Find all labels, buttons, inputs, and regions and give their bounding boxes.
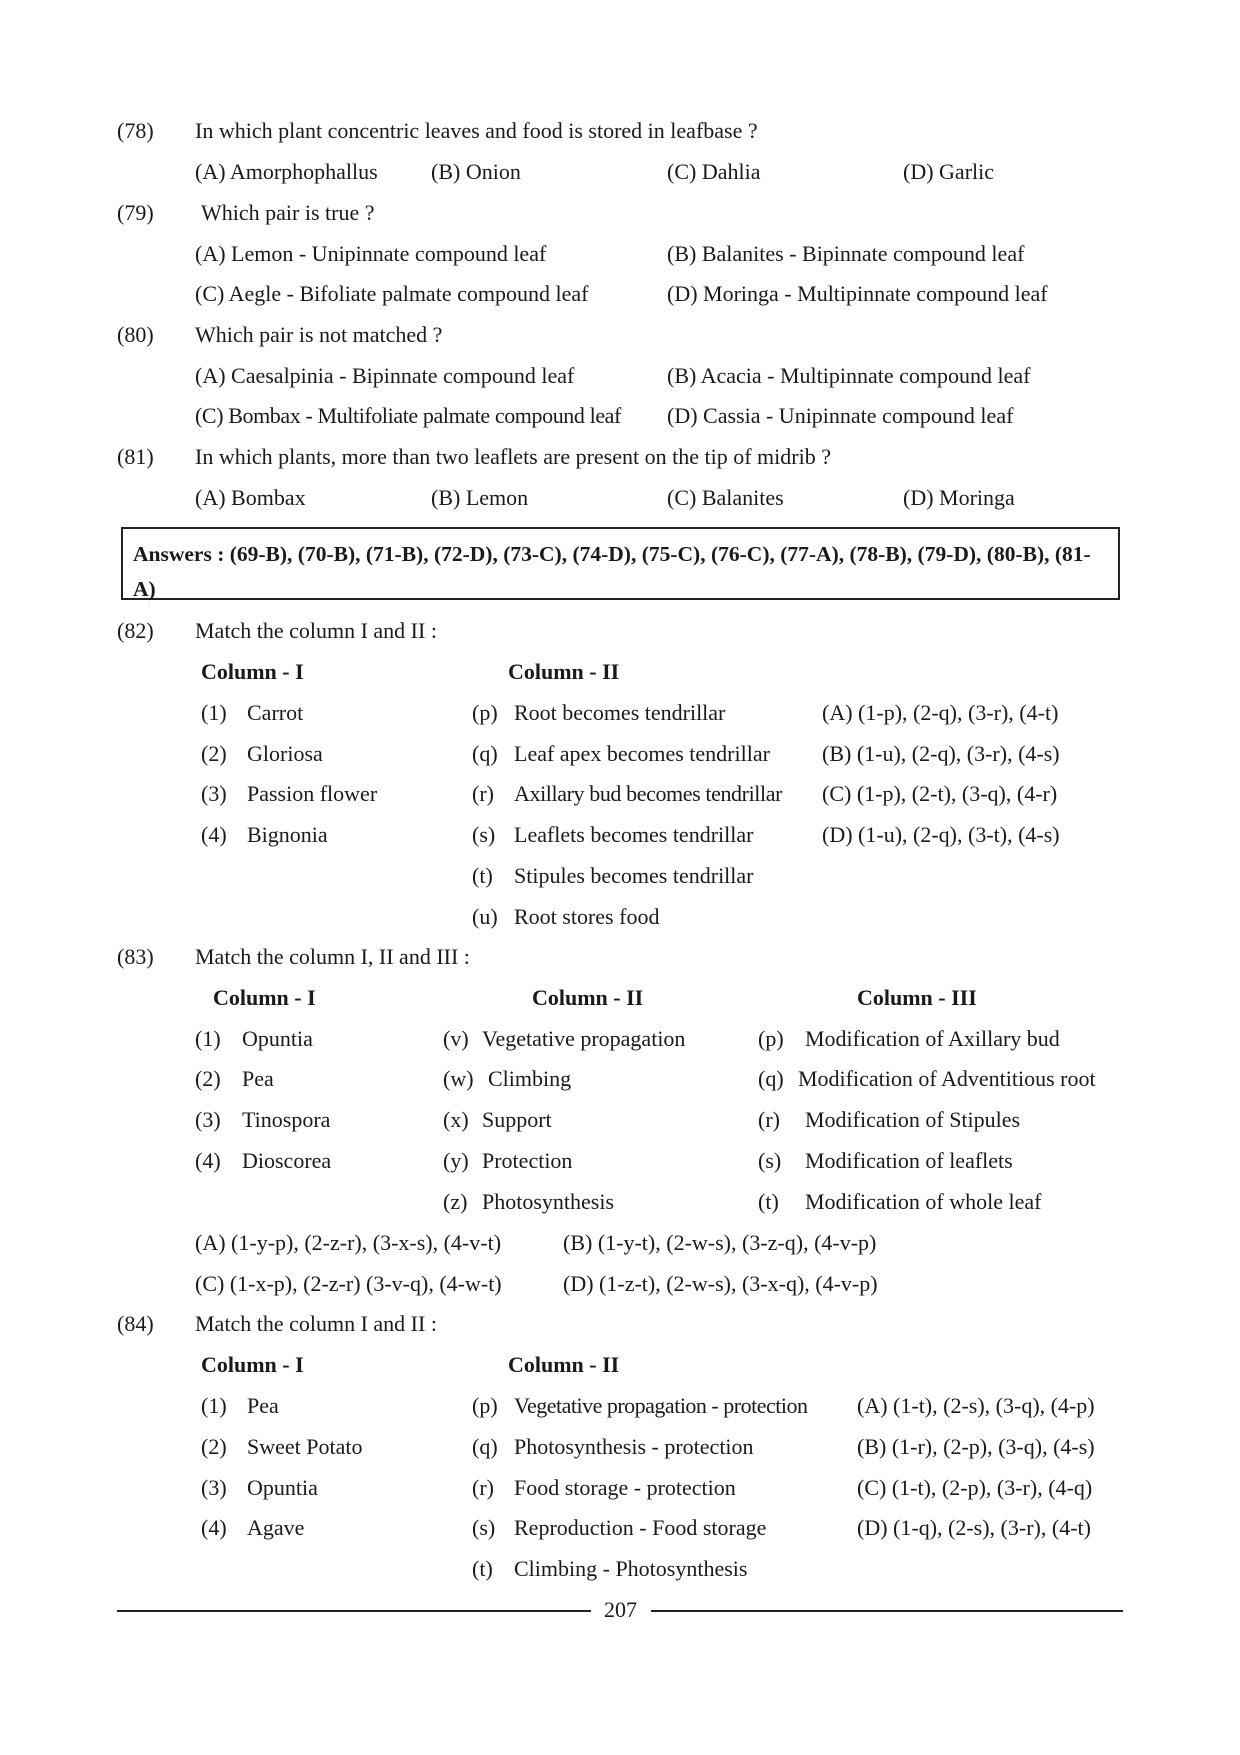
question-number: (82): [117, 618, 154, 643]
question-number: (81): [117, 444, 154, 469]
col1-key: (1): [201, 700, 227, 725]
col3-item: Modification of Axillary bud: [805, 1026, 1060, 1051]
option-b: (B) (1-u), (2-q), (3-r), (4-s): [822, 741, 1060, 766]
option-d: (D) Moringa - Multipinnate compound leaf: [667, 281, 1048, 306]
col3-item: Modification of whole leaf: [805, 1189, 1042, 1214]
col3-key: (t): [758, 1189, 779, 1214]
col1-key: (1): [195, 1026, 221, 1051]
col2-item: Reproduction - Food storage: [514, 1515, 767, 1540]
option-d: (D) (1-q), (2-s), (3-r), (4-t): [857, 1515, 1091, 1540]
col2-key: (q): [472, 1434, 498, 1459]
col2-key: (t): [472, 1556, 493, 1581]
option-d: (D) (1-u), (2-q), (3-t), (4-s): [822, 822, 1060, 847]
col2-item: Root stores food: [514, 904, 660, 929]
option-c: (C) (1-t), (2-p), (3-r), (4-q): [857, 1475, 1093, 1500]
col3-key: (r): [758, 1107, 780, 1132]
option-c: (C) Bombax - Multifoliate palmate compound leaf: [195, 403, 621, 428]
col2-key: (t): [472, 863, 493, 888]
col1-item: Tinospora: [242, 1107, 331, 1132]
footer-rule-right: [651, 1610, 1123, 1612]
col2-item: Photosynthesis - protection: [514, 1434, 754, 1459]
col1-item: Pea: [242, 1066, 274, 1091]
col1-key: (2): [195, 1066, 221, 1091]
col2-item: Root becomes tendrillar: [514, 700, 726, 725]
option-b: (B) (1-y-t), (2-w-s), (3-z-q), (4-v-p): [563, 1230, 877, 1255]
question-text: In which plant concentric leaves and food is stored in leafbase ?: [195, 118, 758, 143]
option-a: (A) Caesalpinia - Bipinnate compound leaf: [195, 363, 575, 388]
col3-item: Modification of Adventitious root: [798, 1066, 1096, 1091]
col3-key: (q): [758, 1066, 784, 1091]
column-2-header: Column - II: [508, 1352, 620, 1377]
col1-item: Sweet Potato: [247, 1434, 363, 1459]
option-b: (B) Acacia - Multipinnate compound leaf: [667, 363, 1031, 388]
option-d: (D) Garlic: [903, 159, 995, 184]
col1-key: (2): [201, 1434, 227, 1459]
col2-key: (y): [443, 1148, 469, 1173]
col2-key: (w): [443, 1066, 474, 1091]
option-b: (B) Balanites - Bipinnate compound leaf: [667, 241, 1025, 266]
col2-item: Climbing: [488, 1066, 572, 1091]
col2-item: Protection: [482, 1148, 573, 1173]
column-1-header: Column - I: [201, 659, 304, 684]
column-1-header: Column - I: [201, 1352, 304, 1377]
col3-item: Modification of Stipules: [805, 1107, 1021, 1132]
question-text: Which pair is not matched ?: [195, 322, 443, 347]
option-a: (A) (1-p), (2-q), (3-r), (4-t): [822, 700, 1059, 725]
col1-item: Gloriosa: [247, 741, 323, 766]
option-c: (C) (1-p), (2-t), (3-q), (4-r): [822, 781, 1058, 806]
col1-item: Dioscorea: [242, 1148, 332, 1173]
col2-item: Leaf apex becomes tendrillar: [514, 741, 770, 766]
col1-key: (4): [201, 1515, 227, 1540]
col2-key: (z): [443, 1189, 468, 1214]
question-text: Which pair is true ?: [201, 200, 375, 225]
col2-item: Vegetative propagation: [482, 1026, 686, 1051]
question-text: In which plants, more than two leaflets are present on the tip of midrib ?: [195, 444, 831, 469]
col2-item: Photosynthesis: [482, 1189, 615, 1214]
question-number: (78): [117, 118, 154, 143]
col1-item: Carrot: [247, 700, 304, 725]
option-a: (A) (1-t), (2-s), (3-q), (4-p): [857, 1393, 1095, 1418]
col2-key: (r): [472, 781, 494, 806]
col2-key: (v): [443, 1026, 469, 1051]
option-d: (D) Cassia - Unipinnate compound leaf: [667, 403, 1014, 428]
answer-key-box: [121, 527, 1120, 600]
column-1-header: Column - I: [213, 985, 316, 1010]
option-c: (C) Aegle - Bifoliate palmate compound leaf: [195, 281, 589, 306]
col1-key: (3): [195, 1107, 221, 1132]
col1-item: Agave: [247, 1515, 305, 1540]
col3-key: (p): [758, 1026, 784, 1051]
col1-key: (4): [201, 822, 227, 847]
col1-item: Passion flower: [247, 781, 378, 806]
column-2-header: Column - II: [508, 659, 620, 684]
option-b: (B) (1-r), (2-p), (3-q), (4-s): [857, 1434, 1095, 1459]
col1-key: (3): [201, 1475, 227, 1500]
col1-item: Pea: [247, 1393, 279, 1418]
question-text: Match the column I and II :: [195, 1311, 437, 1336]
option-d: (D) (1-z-t), (2-w-s), (3-x-q), (4-v-p): [563, 1271, 878, 1296]
footer-rule-left: [117, 1610, 591, 1612]
option-b: (B) Onion: [431, 159, 521, 184]
question-number: (79): [117, 200, 154, 225]
col2-key: (q): [472, 741, 498, 766]
col2-key: (s): [472, 822, 496, 847]
col2-item: Support: [482, 1107, 552, 1132]
col3-key: (s): [758, 1148, 782, 1173]
option-a: (A) Bombax: [195, 485, 306, 510]
col2-item: Vegetative propagation - protection: [514, 1393, 808, 1418]
col2-key: (p): [472, 700, 498, 725]
option-a: (A) (1-y-p), (2-z-r), (3-x-s), (4-v-t): [195, 1230, 502, 1255]
column-2-header: Column - II: [532, 985, 644, 1010]
col1-item: Opuntia: [242, 1026, 313, 1051]
col2-item: Leaflets becomes tendrillar: [514, 822, 754, 847]
option-c: (C) (1-x-p), (2-z-r) (3-v-q), (4-w-t): [195, 1271, 502, 1296]
question-number: (84): [117, 1311, 154, 1336]
col1-key: (3): [201, 781, 227, 806]
col2-key: (r): [472, 1475, 494, 1500]
col2-item: Stipules becomes tendrillar: [514, 863, 754, 888]
column-3-header: Column - III: [857, 985, 977, 1010]
option-b: (B) Lemon: [431, 485, 529, 510]
option-c: (C) Balanites: [667, 485, 784, 510]
option-c: (C) Dahlia: [667, 159, 761, 184]
option-d: (D) Moringa: [903, 485, 1015, 510]
option-a: (A) Lemon - Unipinnate compound leaf: [195, 241, 547, 266]
col2-key: (x): [443, 1107, 469, 1132]
col2-item: Climbing - Photosynthesis: [514, 1556, 748, 1581]
question-text: Match the column I, II and III :: [195, 944, 470, 969]
answer-key-text: Answers : (69-B), (70-B), (71-B), (72-D), (73-C), (74-D), (75-C), (76-C), (77-A), (78-B), (79-D), (80-B), (81-A): [133, 542, 1091, 601]
page-number: 207: [604, 1597, 637, 1622]
col2-key: (u): [472, 904, 498, 929]
col2-item: Food storage - protection: [514, 1475, 736, 1500]
col1-key: (2): [201, 741, 227, 766]
option-a: (A) Amorphophallus: [195, 159, 378, 184]
col1-item: Bignonia: [247, 822, 328, 847]
question-text: Match the column I and II :: [195, 618, 437, 643]
question-number: (83): [117, 944, 154, 969]
col1-key: (1): [201, 1393, 227, 1418]
question-number: (80): [117, 322, 154, 347]
col1-item: Opuntia: [247, 1475, 318, 1500]
col2-key: (s): [472, 1515, 496, 1540]
col2-item: Axillary bud becomes tendrillar: [514, 781, 783, 806]
col2-key: (p): [472, 1393, 498, 1418]
col1-key: (4): [195, 1148, 221, 1173]
col3-item: Modification of leaflets: [805, 1148, 1013, 1173]
